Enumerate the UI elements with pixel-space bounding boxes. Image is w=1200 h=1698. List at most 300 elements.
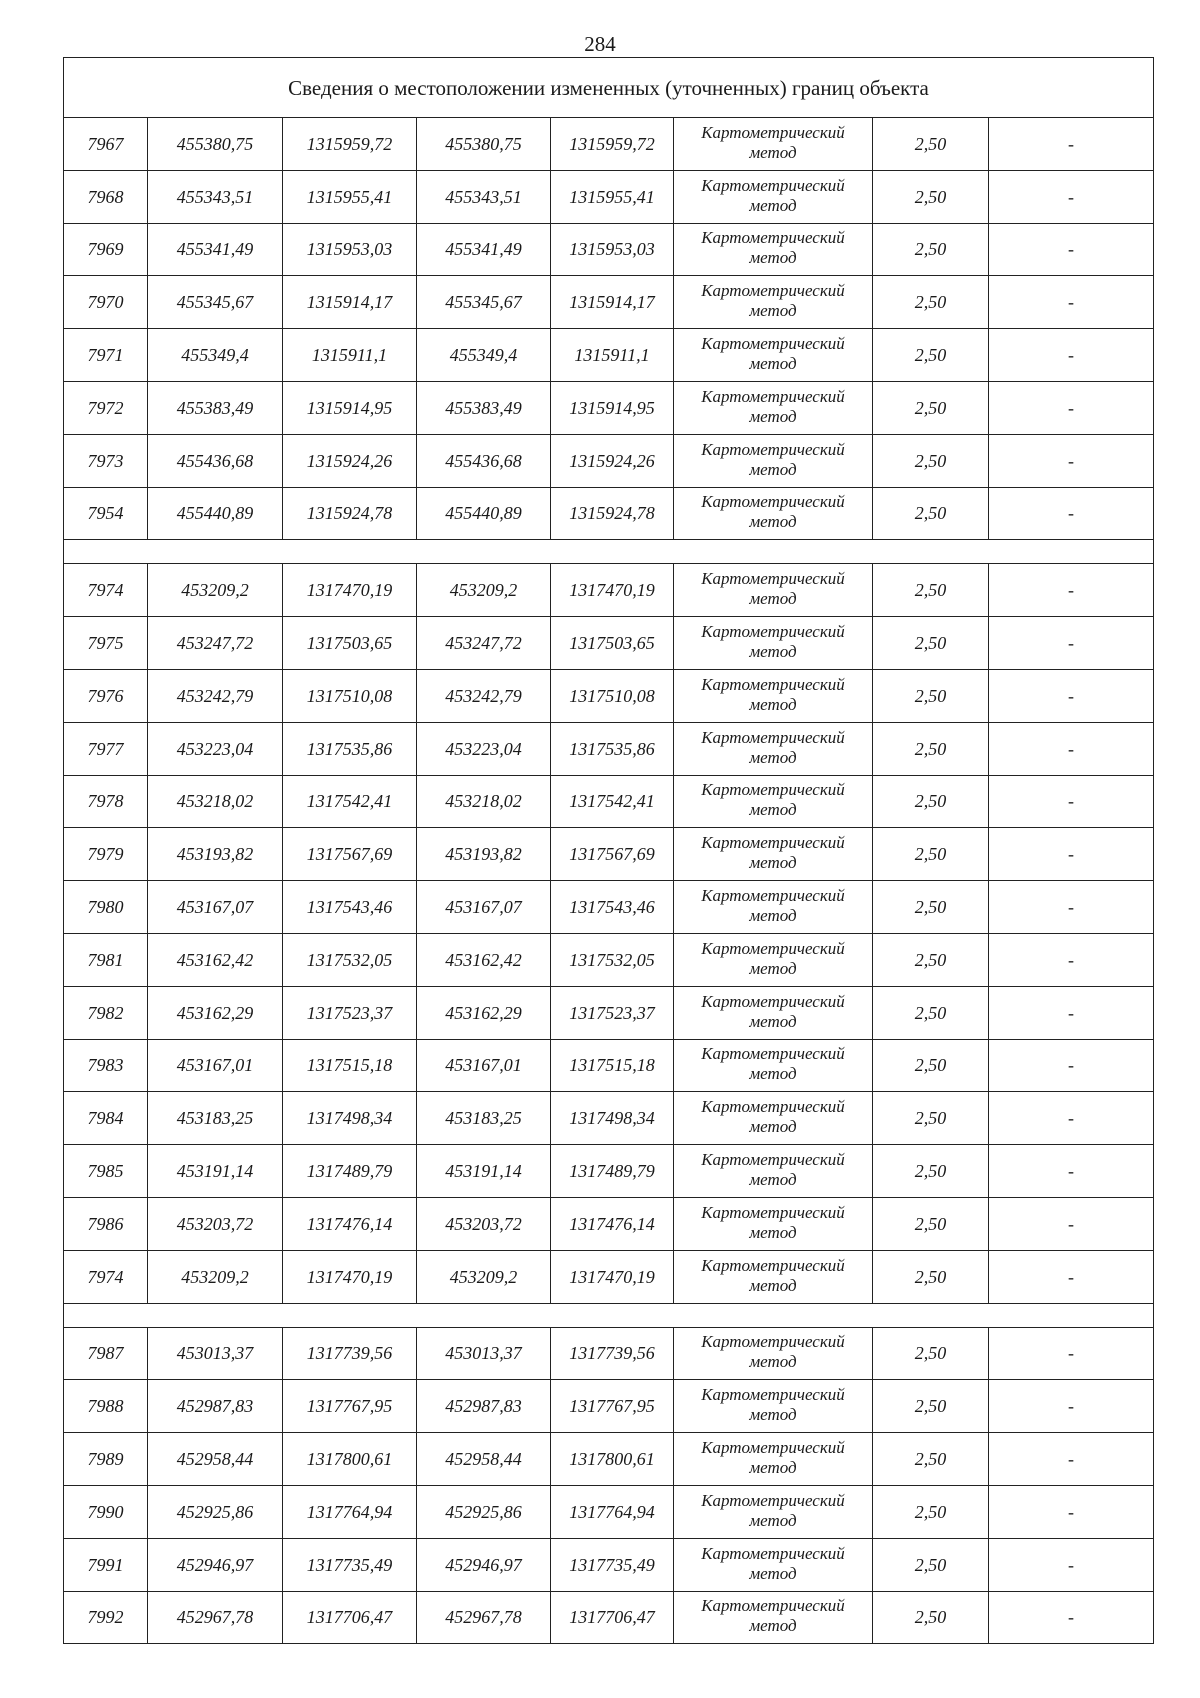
method-line-2: метод — [749, 1458, 797, 1478]
point-number-cell: 7985 — [64, 1145, 148, 1198]
method-line-1: Картометрический — [701, 1385, 845, 1405]
method-line-2: метод — [749, 958, 797, 978]
note-cell: - — [989, 722, 1154, 775]
point-number-cell: 7977 — [64, 722, 148, 775]
existing-y-cell: 1317470,19 — [283, 1250, 417, 1303]
note-cell: - — [989, 881, 1154, 934]
note-cell: - — [989, 617, 1154, 670]
refined-x-cell: 452946,97 — [417, 1538, 551, 1591]
refined-y-cell: 1315924,26 — [551, 434, 674, 487]
existing-x-cell: 453191,14 — [148, 1145, 283, 1198]
page-number: 284 — [584, 32, 616, 56]
method-line-2: метод — [749, 1563, 797, 1583]
point-number-cell: 7970 — [64, 276, 148, 329]
method-line-2: метод — [749, 1170, 797, 1190]
existing-x-cell: 452946,97 — [148, 1538, 283, 1591]
refined-y-cell: 1317510,08 — [551, 669, 674, 722]
method-line-2: метод — [749, 301, 797, 321]
method-cell — [674, 329, 873, 382]
refined-y-cell: 1317567,69 — [551, 828, 674, 881]
method-cell — [674, 722, 873, 775]
method-line-1: Картометрический — [701, 122, 845, 142]
point-number-cell: 7978 — [64, 775, 148, 828]
precision-cell: 2,50 — [873, 828, 989, 881]
method-line-1: Картометрический — [701, 228, 845, 248]
method-line-2: метод — [749, 512, 797, 532]
refined-x-cell: 455341,49 — [417, 223, 551, 276]
refined-x-cell: 455380,75 — [417, 118, 551, 171]
table-title-row — [64, 58, 1154, 118]
existing-x-cell: 453203,72 — [148, 1197, 283, 1250]
table-row — [64, 775, 1154, 828]
refined-y-cell: 1317532,05 — [551, 933, 674, 986]
point-number-cell: 7988 — [64, 1380, 148, 1433]
existing-x-cell: 452987,83 — [148, 1380, 283, 1433]
existing-x-cell: 453162,29 — [148, 986, 283, 1039]
refined-x-cell: 452925,86 — [417, 1485, 551, 1538]
refined-y-cell: 1317476,14 — [551, 1197, 674, 1250]
refined-x-cell: 453218,02 — [417, 775, 551, 828]
table-row — [64, 170, 1154, 223]
existing-x-cell: 453242,79 — [148, 669, 283, 722]
note-cell: - — [989, 1250, 1154, 1303]
method-cell — [674, 986, 873, 1039]
table-body — [64, 58, 1154, 1644]
refined-x-cell: 453013,37 — [417, 1327, 551, 1380]
table-row — [64, 1197, 1154, 1250]
note-cell: - — [989, 1327, 1154, 1380]
table-row — [64, 933, 1154, 986]
method-cell — [674, 1485, 873, 1538]
method-line-2: метод — [749, 747, 797, 767]
method-line-1: Картометрический — [701, 492, 845, 512]
refined-y-cell: 1315911,1 — [551, 329, 674, 382]
table-row — [64, 617, 1154, 670]
method-line-1: Картометрический — [701, 1543, 845, 1563]
existing-y-cell: 1315955,41 — [283, 170, 417, 223]
note-cell: - — [989, 1092, 1154, 1145]
precision-cell: 2,50 — [873, 1039, 989, 1092]
note-cell: - — [989, 329, 1154, 382]
note-cell: - — [989, 276, 1154, 329]
method-line-2: метод — [749, 800, 797, 820]
refined-x-cell: 453162,29 — [417, 986, 551, 1039]
precision-cell: 2,50 — [873, 434, 989, 487]
method-line-1: Картометрический — [701, 334, 845, 354]
table-row — [64, 487, 1154, 540]
existing-y-cell: 1315924,78 — [283, 487, 417, 540]
refined-y-cell: 1317489,79 — [551, 1145, 674, 1198]
method-line-2: метод — [749, 694, 797, 714]
existing-y-cell: 1317735,49 — [283, 1538, 417, 1591]
refined-y-cell: 1317706,47 — [551, 1591, 674, 1644]
point-number-cell: 7992 — [64, 1591, 148, 1644]
existing-x-cell: 453167,07 — [148, 881, 283, 934]
point-number-cell: 7989 — [64, 1433, 148, 1486]
method-line-2: метод — [749, 1275, 797, 1295]
note-cell: - — [989, 487, 1154, 540]
existing-y-cell: 1315924,26 — [283, 434, 417, 487]
precision-cell: 2,50 — [873, 722, 989, 775]
method-line-2: метод — [749, 459, 797, 479]
note-cell: - — [989, 986, 1154, 1039]
refined-y-cell: 1317535,86 — [551, 722, 674, 775]
method-line-1: Картометрический — [701, 886, 845, 906]
method-line-1: Картометрический — [701, 1044, 845, 1064]
existing-y-cell: 1315914,17 — [283, 276, 417, 329]
refined-x-cell: 452958,44 — [417, 1433, 551, 1486]
existing-x-cell: 455440,89 — [148, 487, 283, 540]
refined-y-cell: 1317470,19 — [551, 564, 674, 617]
refined-x-cell: 453209,2 — [417, 564, 551, 617]
existing-y-cell: 1317764,94 — [283, 1485, 417, 1538]
method-line-2: метод — [749, 1405, 797, 1425]
existing-x-cell: 455341,49 — [148, 223, 283, 276]
table-row — [64, 564, 1154, 617]
existing-x-cell: 452925,86 — [148, 1485, 283, 1538]
note-cell: - — [989, 170, 1154, 223]
method-line-2: метод — [749, 853, 797, 873]
existing-x-cell: 455345,67 — [148, 276, 283, 329]
refined-y-cell: 1315924,78 — [551, 487, 674, 540]
precision-cell: 2,50 — [873, 1197, 989, 1250]
existing-x-cell: 455383,49 — [148, 381, 283, 434]
method-cell — [674, 1145, 873, 1198]
refined-x-cell: 453242,79 — [417, 669, 551, 722]
note-cell: - — [989, 1380, 1154, 1433]
note-cell: - — [989, 381, 1154, 434]
method-line-1: Картометрический — [701, 780, 845, 800]
refined-x-cell: 453203,72 — [417, 1197, 551, 1250]
existing-x-cell: 455349,4 — [148, 329, 283, 382]
point-number-cell: 7974 — [64, 1250, 148, 1303]
refined-y-cell: 1315914,17 — [551, 276, 674, 329]
existing-x-cell: 452967,78 — [148, 1591, 283, 1644]
method-cell — [674, 828, 873, 881]
point-number-cell: 7984 — [64, 1092, 148, 1145]
method-line-2: метод — [749, 1117, 797, 1137]
refined-x-cell: 455345,67 — [417, 276, 551, 329]
existing-y-cell: 1317510,08 — [283, 669, 417, 722]
point-number-cell: 7972 — [64, 381, 148, 434]
refined-y-cell: 1317515,18 — [551, 1039, 674, 1092]
note-cell: - — [989, 1145, 1154, 1198]
existing-y-cell: 1317567,69 — [283, 828, 417, 881]
existing-y-cell: 1315914,95 — [283, 381, 417, 434]
method-cell — [674, 223, 873, 276]
refined-x-cell: 453167,01 — [417, 1039, 551, 1092]
refined-y-cell: 1317503,65 — [551, 617, 674, 670]
point-number-cell: 7976 — [64, 669, 148, 722]
existing-y-cell: 1315953,03 — [283, 223, 417, 276]
table-row — [64, 1145, 1154, 1198]
refined-y-cell: 1315955,41 — [551, 170, 674, 223]
precision-cell: 2,50 — [873, 1380, 989, 1433]
existing-y-cell: 1317800,61 — [283, 1433, 417, 1486]
method-cell — [674, 1092, 873, 1145]
note-cell: - — [989, 775, 1154, 828]
precision-cell: 2,50 — [873, 1250, 989, 1303]
table-row — [64, 669, 1154, 722]
refined-y-cell: 1315953,03 — [551, 223, 674, 276]
refined-x-cell: 453183,25 — [417, 1092, 551, 1145]
point-number-cell: 7974 — [64, 564, 148, 617]
refined-x-cell: 455383,49 — [417, 381, 551, 434]
point-number-cell: 7983 — [64, 1039, 148, 1092]
method-line-2: метод — [749, 906, 797, 926]
point-number-cell: 7979 — [64, 828, 148, 881]
method-cell — [674, 1327, 873, 1380]
existing-x-cell: 453247,72 — [148, 617, 283, 670]
method-line-1: Картометрический — [701, 1490, 845, 1510]
point-number-cell: 7990 — [64, 1485, 148, 1538]
precision-cell: 2,50 — [873, 1485, 989, 1538]
existing-y-cell: 1317543,46 — [283, 881, 417, 934]
refined-x-cell: 455436,68 — [417, 434, 551, 487]
precision-cell: 2,50 — [873, 1327, 989, 1380]
precision-cell: 2,50 — [873, 381, 989, 434]
table-row — [64, 986, 1154, 1039]
refined-x-cell: 453191,14 — [417, 1145, 551, 1198]
table-row — [64, 1039, 1154, 1092]
note-cell: - — [989, 434, 1154, 487]
refined-y-cell: 1317498,34 — [551, 1092, 674, 1145]
note-cell: - — [989, 1538, 1154, 1591]
existing-x-cell: 455380,75 — [148, 118, 283, 171]
note-cell: - — [989, 564, 1154, 617]
refined-y-cell: 1317764,94 — [551, 1485, 674, 1538]
precision-cell: 2,50 — [873, 775, 989, 828]
table-row — [64, 828, 1154, 881]
method-line-2: метод — [749, 1510, 797, 1530]
existing-y-cell: 1317767,95 — [283, 1380, 417, 1433]
point-number-cell: 7982 — [64, 986, 148, 1039]
method-cell — [674, 381, 873, 434]
contour-separator-row — [64, 540, 1154, 564]
precision-cell: 2,50 — [873, 329, 989, 382]
note-cell: - — [989, 828, 1154, 881]
existing-x-cell: 453167,01 — [148, 1039, 283, 1092]
existing-x-cell: 453223,04 — [148, 722, 283, 775]
refined-y-cell: 1317542,41 — [551, 775, 674, 828]
method-line-1: Картометрический — [701, 281, 845, 301]
method-line-1: Картометрический — [701, 622, 845, 642]
note-cell: - — [989, 118, 1154, 171]
precision-cell: 2,50 — [873, 1092, 989, 1145]
method-line-1: Картометрический — [701, 569, 845, 589]
table-row — [64, 881, 1154, 934]
method-cell — [674, 1250, 873, 1303]
point-number-cell: 7967 — [64, 118, 148, 171]
point-number-cell: 7969 — [64, 223, 148, 276]
method-line-2: метод — [749, 1064, 797, 1084]
table-row — [64, 381, 1154, 434]
table-row — [64, 722, 1154, 775]
contour-separator — [64, 540, 1154, 564]
refined-x-cell: 453162,42 — [417, 933, 551, 986]
method-cell — [674, 118, 873, 171]
method-line-1: Картометрический — [701, 938, 845, 958]
refined-x-cell: 453209,2 — [417, 1250, 551, 1303]
existing-y-cell: 1317523,37 — [283, 986, 417, 1039]
table-row — [64, 1327, 1154, 1380]
existing-y-cell: 1317515,18 — [283, 1039, 417, 1092]
point-number-cell: 7971 — [64, 329, 148, 382]
method-line-2: метод — [749, 1222, 797, 1242]
refined-x-cell: 455440,89 — [417, 487, 551, 540]
method-line-1: Картометрический — [701, 727, 845, 747]
note-cell: - — [989, 1591, 1154, 1644]
precision-cell: 2,50 — [873, 617, 989, 670]
refined-x-cell: 453167,07 — [417, 881, 551, 934]
method-line-1: Картометрический — [701, 1202, 845, 1222]
method-cell — [674, 1433, 873, 1486]
point-number-cell: 7987 — [64, 1327, 148, 1380]
contour-separator-row — [64, 1303, 1154, 1327]
method-cell — [674, 434, 873, 487]
refined-y-cell: 1315914,95 — [551, 381, 674, 434]
method-line-1: Картометрический — [701, 833, 845, 853]
precision-cell: 2,50 — [873, 487, 989, 540]
point-number-cell: 7980 — [64, 881, 148, 934]
existing-x-cell: 453193,82 — [148, 828, 283, 881]
table-row — [64, 1538, 1154, 1591]
refined-x-cell: 455349,4 — [417, 329, 551, 382]
existing-x-cell: 453183,25 — [148, 1092, 283, 1145]
method-line-2: метод — [749, 642, 797, 662]
method-line-2: метод — [749, 589, 797, 609]
table-row — [64, 329, 1154, 382]
precision-cell: 2,50 — [873, 1433, 989, 1486]
method-line-1: Картометрический — [701, 439, 845, 459]
table-row — [64, 223, 1154, 276]
existing-x-cell: 453218,02 — [148, 775, 283, 828]
table-row — [64, 118, 1154, 171]
method-cell — [674, 1039, 873, 1092]
refined-x-cell: 453247,72 — [417, 617, 551, 670]
note-cell: - — [989, 1039, 1154, 1092]
refined-y-cell: 1317767,95 — [551, 1380, 674, 1433]
method-cell — [674, 1538, 873, 1591]
note-cell: - — [989, 223, 1154, 276]
method-line-1: Картометрический — [701, 1255, 845, 1275]
note-cell: - — [989, 1197, 1154, 1250]
existing-x-cell: 452958,44 — [148, 1433, 283, 1486]
refined-y-cell: 1317470,19 — [551, 1250, 674, 1303]
refined-y-cell: 1317735,49 — [551, 1538, 674, 1591]
existing-y-cell: 1317706,47 — [283, 1591, 417, 1644]
method-cell — [674, 1197, 873, 1250]
refined-x-cell: 453223,04 — [417, 722, 551, 775]
contour-separator — [64, 1303, 1154, 1327]
boundary-coordinates-table — [63, 57, 1154, 1644]
method-cell — [674, 1591, 873, 1644]
precision-cell: 2,50 — [873, 170, 989, 223]
precision-cell: 2,50 — [873, 933, 989, 986]
method-cell — [674, 487, 873, 540]
point-number-cell: 7991 — [64, 1538, 148, 1591]
precision-cell: 2,50 — [873, 1145, 989, 1198]
method-line-2: метод — [749, 1352, 797, 1372]
table-row — [64, 1433, 1154, 1486]
existing-y-cell: 1315959,72 — [283, 118, 417, 171]
existing-x-cell: 455436,68 — [148, 434, 283, 487]
point-number-cell: 7954 — [64, 487, 148, 540]
refined-y-cell: 1317739,56 — [551, 1327, 674, 1380]
precision-cell: 2,50 — [873, 1538, 989, 1591]
point-number-cell: 7968 — [64, 170, 148, 223]
point-number-cell: 7986 — [64, 1197, 148, 1250]
precision-cell: 2,50 — [873, 1591, 989, 1644]
existing-y-cell: 1317489,79 — [283, 1145, 417, 1198]
table-row — [64, 434, 1154, 487]
method-cell — [674, 617, 873, 670]
method-cell — [674, 933, 873, 986]
note-cell: - — [989, 933, 1154, 986]
refined-y-cell: 1317523,37 — [551, 986, 674, 1039]
refined-x-cell: 452987,83 — [417, 1380, 551, 1433]
precision-cell: 2,50 — [873, 669, 989, 722]
table-row — [64, 1380, 1154, 1433]
existing-y-cell: 1317503,65 — [283, 617, 417, 670]
refined-x-cell: 453193,82 — [417, 828, 551, 881]
method-cell — [674, 669, 873, 722]
existing-x-cell: 453162,42 — [148, 933, 283, 986]
point-number-cell: 7973 — [64, 434, 148, 487]
note-cell: - — [989, 1485, 1154, 1538]
table-row — [64, 1591, 1154, 1644]
method-line-1: Картометрический — [701, 1438, 845, 1458]
method-line-1: Картометрический — [701, 1097, 845, 1117]
method-line-2: метод — [749, 406, 797, 426]
refined-y-cell: 1317543,46 — [551, 881, 674, 934]
method-cell — [674, 1380, 873, 1433]
table-row — [64, 1485, 1154, 1538]
refined-x-cell: 455343,51 — [417, 170, 551, 223]
existing-y-cell: 1317476,14 — [283, 1197, 417, 1250]
method-line-1: Картометрический — [701, 991, 845, 1011]
method-line-1: Картометрический — [701, 1332, 845, 1352]
method-line-1: Картометрический — [701, 1150, 845, 1170]
method-line-2: метод — [749, 354, 797, 374]
note-cell: - — [989, 1433, 1154, 1486]
existing-x-cell: 455343,51 — [148, 170, 283, 223]
existing-y-cell: 1317542,41 — [283, 775, 417, 828]
table-title: Сведения о местоположении измененных (уточненных) границ объекта — [64, 58, 1154, 118]
method-line-2: метод — [749, 248, 797, 268]
method-line-1: Картометрический — [701, 674, 845, 694]
method-line-1: Картометрический — [701, 175, 845, 195]
method-line-2: метод — [749, 1616, 797, 1636]
table-row — [64, 1250, 1154, 1303]
precision-cell: 2,50 — [873, 118, 989, 171]
existing-y-cell: 1317532,05 — [283, 933, 417, 986]
method-cell — [674, 564, 873, 617]
precision-cell: 2,50 — [873, 881, 989, 934]
method-line-1: Картометрический — [701, 1596, 845, 1616]
refined-y-cell: 1317800,61 — [551, 1433, 674, 1486]
method-line-2: метод — [749, 1011, 797, 1031]
method-line-1: Картометрический — [701, 386, 845, 406]
method-line-2: метод — [749, 195, 797, 215]
precision-cell: 2,50 — [873, 564, 989, 617]
note-cell: - — [989, 669, 1154, 722]
method-cell — [674, 276, 873, 329]
table-row — [64, 276, 1154, 329]
precision-cell: 2,50 — [873, 223, 989, 276]
point-number-cell: 7981 — [64, 933, 148, 986]
method-cell — [674, 170, 873, 223]
